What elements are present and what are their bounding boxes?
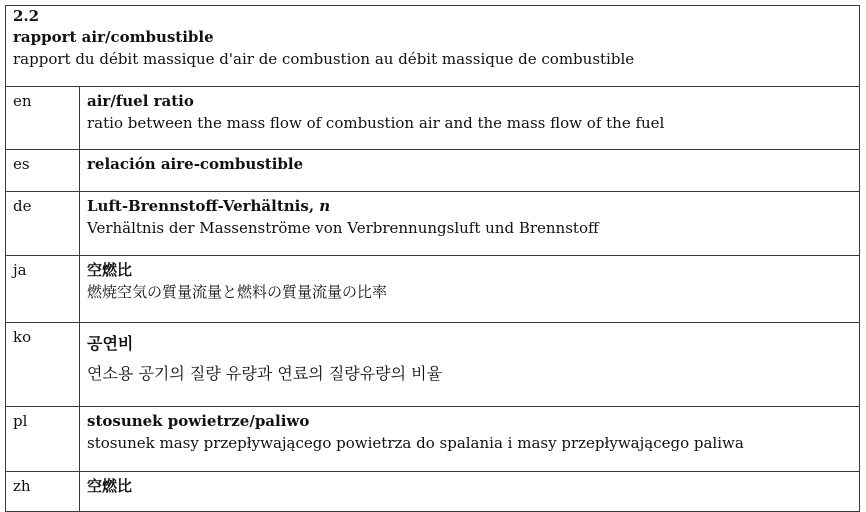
language-code: en bbox=[6, 87, 80, 150]
table-row bbox=[6, 256, 860, 323]
language-code: pl bbox=[6, 407, 80, 472]
header-row bbox=[6, 6, 860, 87]
term: 空燃比 bbox=[87, 261, 133, 279]
definition: 燃焼空気の質量流量と燃料の質量流量の比率 bbox=[87, 283, 388, 301]
language-code: es bbox=[6, 150, 80, 192]
table-row bbox=[6, 192, 860, 256]
language-code: ja bbox=[6, 256, 80, 323]
term-symbol: n bbox=[319, 197, 331, 215]
term-with-symbol bbox=[87, 195, 852, 217]
term-cell bbox=[80, 87, 860, 150]
definition: Verhältnis der Massenströme von Verbrennungsluft und Brennstoff bbox=[87, 219, 599, 237]
term: 공연비 bbox=[87, 334, 134, 353]
term: 空燃比 bbox=[87, 477, 133, 495]
term-cell bbox=[80, 256, 860, 323]
term-cell bbox=[80, 192, 860, 256]
definition: ratio between the mass flow of combustion air and the mass flow of the fuel bbox=[87, 114, 665, 132]
table-row bbox=[6, 407, 860, 472]
table-row bbox=[6, 472, 860, 512]
french-term: rapport air/combustible bbox=[13, 28, 214, 46]
definition: stosunek masy przepływającego powietrza do spalania i masy przepływającego paliwa bbox=[87, 434, 744, 452]
entry-table bbox=[5, 5, 860, 512]
term-cell bbox=[80, 472, 860, 512]
entry-header-cell bbox=[6, 6, 860, 87]
language-code: ko bbox=[6, 323, 80, 407]
definition: 연소용 공기의 질량 유량과 연료의 질량유량의 비율 bbox=[87, 364, 443, 383]
language-code: zh bbox=[6, 472, 80, 512]
term: stosunek powietrze/paliwo bbox=[87, 412, 310, 430]
term-cell bbox=[80, 323, 860, 407]
term: Luft-Brennstoff-Verhältnis, bbox=[87, 197, 315, 215]
term: relación aire-combustible bbox=[87, 155, 304, 173]
french-definition: rapport du débit massique d'air de combustion au débit massique de combustible bbox=[13, 50, 635, 68]
entry-number: 2.2 bbox=[13, 7, 40, 25]
table-row bbox=[6, 323, 860, 407]
table-row bbox=[6, 150, 860, 192]
term-cell bbox=[80, 150, 860, 192]
terminology-entry bbox=[5, 5, 860, 512]
table-row bbox=[6, 87, 860, 150]
term-cell bbox=[80, 407, 860, 472]
language-code: de bbox=[6, 192, 80, 256]
term: air/fuel ratio bbox=[87, 92, 194, 110]
